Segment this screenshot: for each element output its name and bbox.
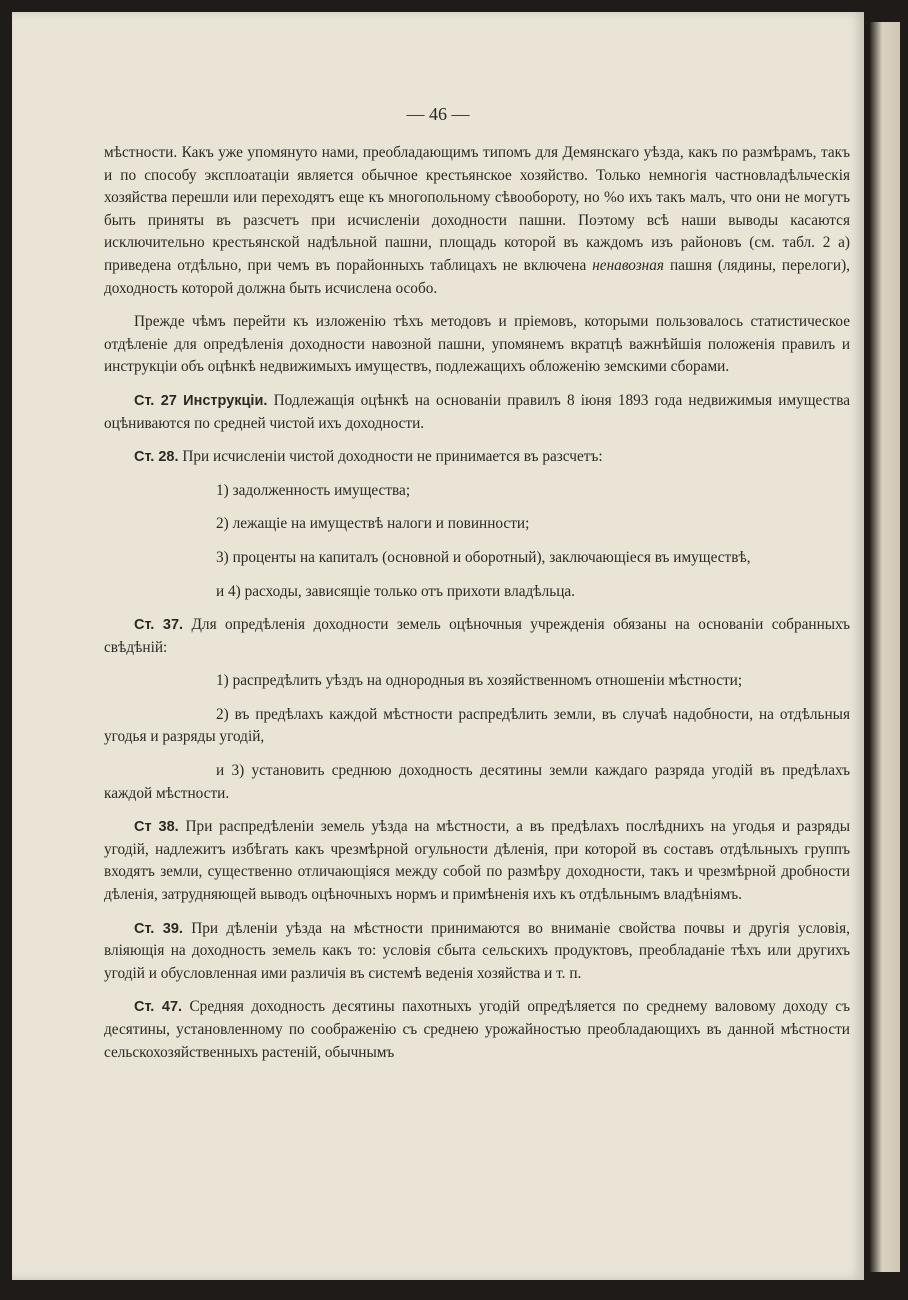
next-page-edge — [870, 22, 900, 1272]
article-37 — [104, 614, 850, 659]
article-27 — [104, 390, 850, 435]
article-39 — [104, 918, 850, 986]
article-39-text: При дѣленіи уѣзда на мѣстности принимаются во вниманіе свойства почвы и другія условія, вліяющія на доходность земель какъ то: условія сбыта сельскихъ продуктовъ, преобладаніе тѣхъ или другихъ угодій и обусловленная ими различія въ системѣ веденія хозяйства и т. п. — [104, 919, 851, 982]
article-28-label: Ст. 28. — [134, 449, 179, 466]
article-28 — [104, 446, 850, 469]
paragraph-1 — [104, 142, 850, 300]
article-37-item-2: 2) въ предѣлахъ каждой мѣстности распредѣлить земли, въ случаѣ надобности, на отдѣльныя угодья и разряды угодій, — [104, 705, 850, 746]
paragraph-1-tail: пашня (лядины, перелоги), доходность которой должна быть исчислена особо. — [104, 256, 850, 297]
article-38 — [104, 816, 850, 906]
page-number: — 46 — — [406, 104, 470, 124]
article-27-label: Ст. 27 Инструкціи. — [134, 392, 268, 409]
article-39-label: Ст. 39. — [134, 920, 183, 937]
document-page — [12, 12, 864, 1280]
article-37-item-1: 1) распредѣлить уѣздъ на однородныя въ хозяйственномъ отношеніи мѣстности; — [216, 672, 743, 690]
page-body — [104, 142, 850, 1075]
article-27-text: Подлежащія оцѣнкѣ на основаніи правилъ 8 іюня 1893 года недвижимыя имущества оцѣниваются по средней чистой ихъ доходности. — [104, 391, 851, 432]
article-37-text: Для опредѣленія доходности земель оцѣночныя учрежденія обязаны на основаніи собранныхъ свѣдѣній: — [104, 616, 851, 656]
article-47-label: Ст. 47. — [134, 999, 183, 1016]
article-28-item-1: 1) задолженность имущества; — [216, 481, 411, 499]
article-37-item-3: и 3) установить среднюю доходность десятины земли каждаго разряда угодій въ предѣлахъ каждой мѣстности. — [104, 762, 850, 802]
article-47 — [104, 996, 850, 1064]
article-38-label: Ст 38. — [134, 819, 179, 836]
article-38-text: При распредѣленіи земель уѣзда на мѣстности, а въ предѣлахъ послѣднихъ на угодья и разряды угодій, надлежитъ избѣгать какъ чрезмѣрной огульности дѣленія, при которой въ составъ отдѣльныхъ группъ входятъ земли, существенно отличающіяся между собой по размѣру доходности, такъ и чрезмѣрной дробности дѣленія, затрудняющей выводъ оцѣночныхъ нормъ и примѣненія ихъ къ отдѣльнымъ владѣніямъ. — [104, 818, 851, 904]
paragraph-2: Прежде чѣмъ перейти къ изложенію тѣхъ методовъ и пріемовъ, которыми пользовалось статистическое отдѣленіе для опредѣленія доходности навозной пашни, упомянемъ вкратцѣ важнѣйшія положенія правилъ и инструкціи объ оцѣнкѣ недвижимыхъ имуществъ, подлежащихъ обложенію земскими сборами. — [104, 313, 850, 376]
article-28-item-4: и 4) расходы, зависящіе только отъ прихоти владѣльца. — [216, 582, 575, 600]
emphasized-word: ненавозная — [592, 256, 665, 274]
paragraph-1-text: мѣстности. Какъ уже упомянуто нами, преобладающимъ типомъ для Демянскаго уѣзда, какъ по размѣрамъ, такъ и по способу эксплоатаціи является обычное крестьянское хозяйство. Только немногія частновладѣльческія хозяйства перешли или переходятъ еще къ многопольному сѣвообороту, но %о ихъ такъ малъ, что они не могутъ быть приняты въ разсчетъ при исчисленіи доходности пашни. Поэтому всѣ наши выводы касаются исключительно крестьянской надѣльной пашни, площадь которой въ каждомъ изъ районовъ (см. табл. 2 а) приведена отдѣльно, при чемъ въ порайонныхъ таблицахъ не включена — [104, 144, 850, 274]
article-47-text: Средняя доходность десятины пахотныхъ угодій опредѣляется по среднему валовому доходу съ десятины, установленному по соображенію съ среднею урожайностью преобладающихъ въ данной мѣстности сельскохозяйственныхъ растеній, обычнымъ — [104, 998, 850, 1061]
article-37-label: Ст. 37. — [134, 617, 184, 634]
article-28-item-2: 2) лежащіе на имуществѣ налоги и повинности; — [216, 515, 530, 533]
article-28-item-3: 3) проценты на капиталъ (основной и оборотный), заключающіеся въ имуществѣ, — [216, 548, 751, 566]
article-28-text: При исчисленіи чистой доходности не принимается въ разсчетъ: — [182, 448, 603, 466]
